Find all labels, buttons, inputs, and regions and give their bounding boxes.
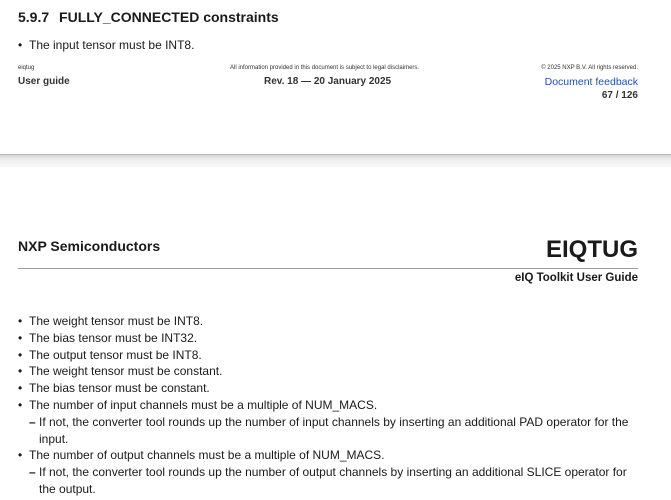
sub-list-item	[18, 464, 638, 498]
header-divider	[18, 268, 638, 269]
footer-revision: Rev. 18 — 20 January 2025	[264, 76, 392, 87]
sub-list-item-text: If not, the converter tool rounds up the number of output channels by inserting an additional SLICE operator for the output.	[39, 465, 627, 496]
footer-doc-type: User guide	[18, 76, 70, 87]
list-item-text: The bias tensor must be constant.	[29, 381, 210, 396]
company-name: NXP Semiconductors	[18, 238, 161, 254]
list-item-text: The output tensor must be INT8.	[29, 347, 202, 362]
page-separator	[0, 154, 671, 167]
dash-icon: –	[29, 465, 36, 480]
bullet-icon: •	[18, 314, 23, 328]
list-item	[18, 313, 638, 330]
list-item-text: The number of output channels must be a multiple of NUM_MACS.	[29, 448, 385, 463]
document-id: EIQTUG	[545, 236, 638, 263]
footer-copyright: © 2025 NXP B.V. All rights reserved.	[541, 65, 638, 71]
list-item	[18, 38, 194, 52]
list-item-text: The weight tensor must be INT8.	[29, 314, 204, 328]
list-item-text: The bias tensor must be INT32.	[29, 330, 198, 345]
sub-list-item-text: If not, the converter tool rounds up the number of input channels by inserting an additional PAD operator for the input.	[39, 414, 629, 446]
footer-disclaimer: All information provided in this document is subject to legal disclaimers.	[230, 65, 420, 71]
page-number: 67 / 126	[601, 90, 638, 101]
bullet-icon: •	[18, 347, 23, 362]
bullet-icon: •	[18, 330, 23, 345]
dash-icon: –	[29, 414, 36, 429]
list-item	[18, 380, 638, 397]
document-feedback-link[interactable]: Document feedback	[544, 76, 638, 88]
section-title: FULLY_CONNECTED constraints	[59, 9, 279, 25]
document-title: eIQ Toolkit User Guide	[514, 272, 638, 284]
list-item	[18, 363, 638, 380]
section-number: 5.9.7	[18, 9, 50, 25]
list-item	[18, 330, 638, 347]
footer-doc-code: eiqtug	[18, 65, 35, 71]
bullet-icon: •	[18, 397, 23, 412]
list-item	[18, 347, 638, 364]
sub-list-item	[18, 414, 638, 448]
list-item	[18, 397, 638, 414]
bullet-icon: •	[18, 381, 23, 396]
bullet-icon: •	[18, 448, 23, 463]
bullet-icon: •	[18, 364, 23, 379]
list-item	[18, 447, 638, 464]
bullet-icon: •	[18, 38, 23, 52]
list-item-text: The input tensor must be INT8.	[29, 38, 195, 52]
constraints-list	[18, 313, 638, 498]
list-item-text: The number of input channels must be a multiple of NUM_MACS.	[29, 397, 378, 412]
section-heading	[18, 9, 279, 25]
list-item-text: The weight tensor must be constant.	[29, 364, 223, 379]
